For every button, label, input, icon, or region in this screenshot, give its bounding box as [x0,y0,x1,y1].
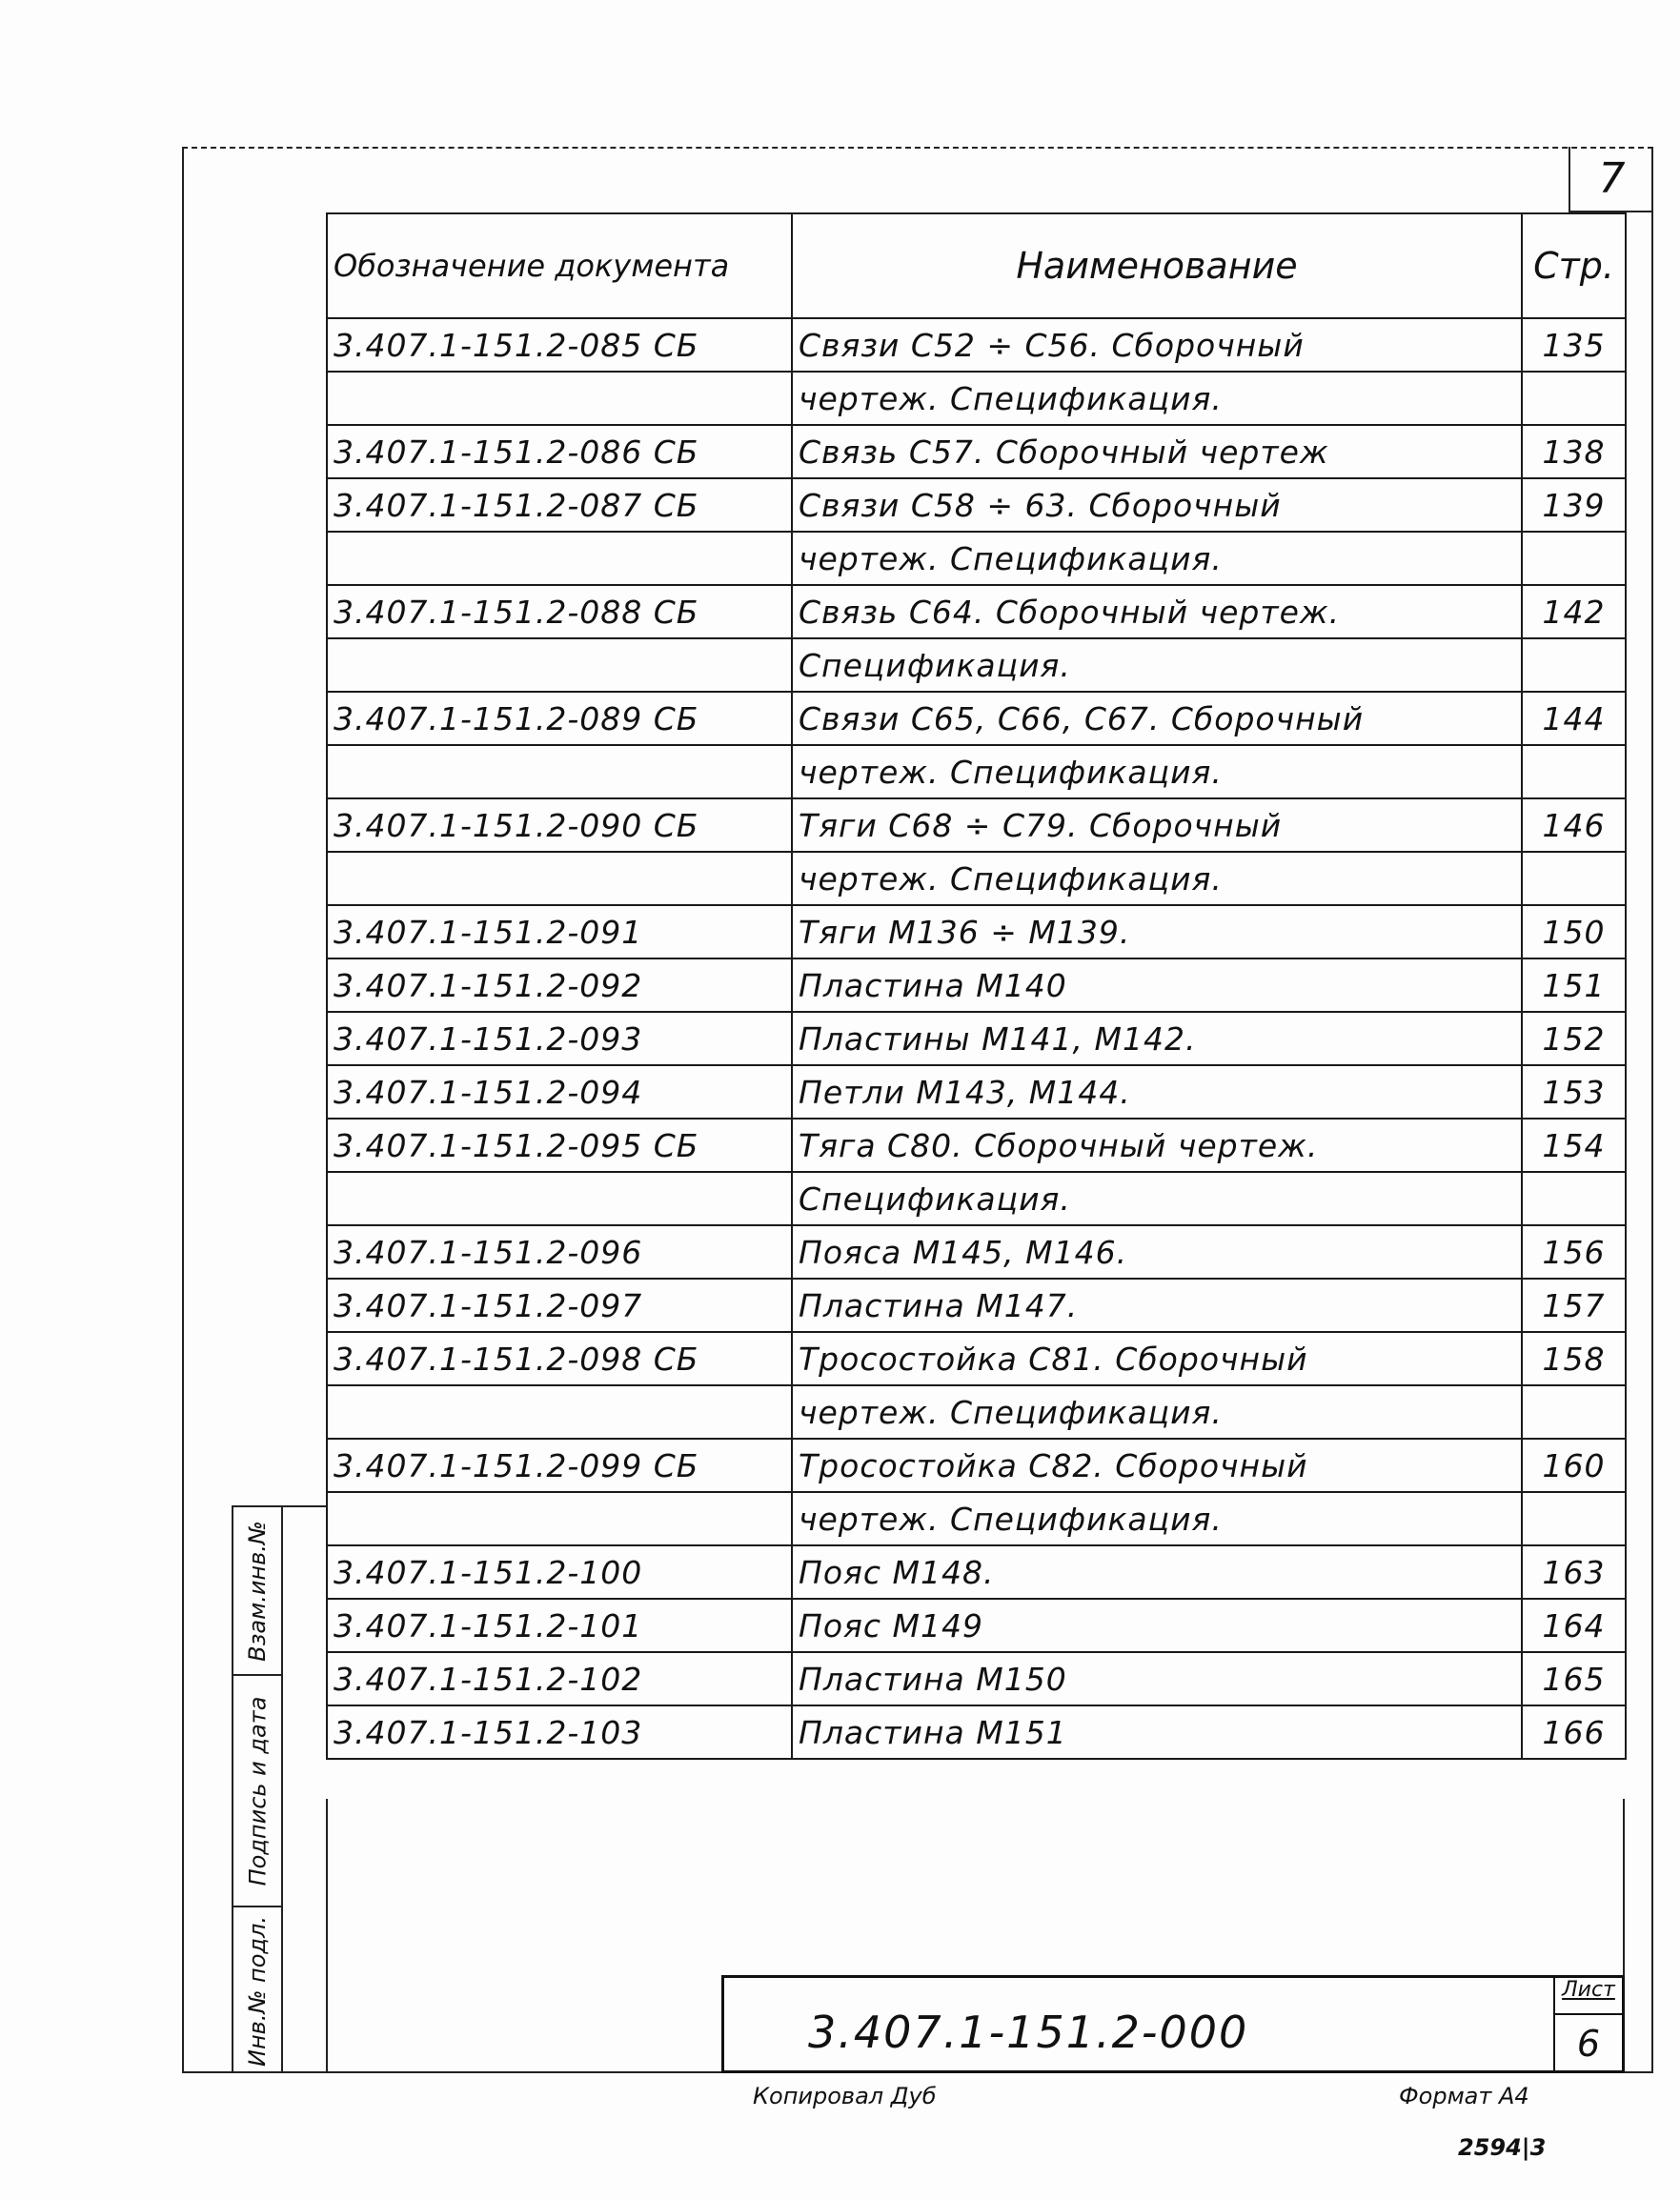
copied-by: Копировал Дуб [753,2083,937,2109]
doc-cell: 3.407.1-151.2-097 [327,1279,792,1332]
header-page: Стр. [1522,213,1626,318]
table-row [327,1492,1626,1545]
table-header [327,213,1626,318]
page-cell: 144 [1522,692,1626,745]
name-cell: Пояс М148. [792,1545,1522,1599]
doc-cell [327,1385,792,1439]
page-cell: 163 [1522,1545,1626,1599]
doc-cell: 3.407.1-151.2-092 [327,958,792,1012]
name-cell: Петли М143, М144. [792,1065,1522,1119]
name-cell: Тяга С80. Сборочный чертеж. [792,1119,1522,1172]
page-cell: 160 [1522,1439,1626,1492]
archive-number: 2594|3 [1458,2134,1547,2161]
doc-cell [327,1172,792,1225]
sheet-cell [1553,1978,1622,2070]
table-row [327,1705,1626,1759]
table-row [327,318,1626,372]
name-cell: Связь С57. Сборочный чертеж [792,425,1522,478]
name-cell: Тросостойка С82. Сборочный [792,1439,1522,1492]
header-doc: Обозначение документа [327,213,792,318]
stamp-signature-date: Подпись и дата [233,1676,281,1907]
doc-cell: 3.407.1-151.2-099 СБ [327,1439,792,1492]
name-cell: Пластина М151 [792,1705,1522,1759]
page-cell: 138 [1522,425,1626,478]
name-cell: Спецификация. [792,1172,1522,1225]
table-row [327,532,1626,585]
name-cell: чертеж. Спецификация. [792,852,1522,905]
format-label: Формат А4 [1399,2083,1529,2109]
table-row [327,1119,1626,1172]
sheet-number: 6 [1576,2023,1601,2065]
table-row [327,745,1626,798]
doc-cell: 3.407.1-151.2-090 СБ [327,798,792,852]
doc-cell [327,532,792,585]
doc-cell [327,372,792,425]
page-cell [1522,372,1626,425]
doc-cell: 3.407.1-151.2-103 [327,1705,792,1759]
table-row [327,638,1626,692]
contents-table [326,212,1627,1760]
name-cell: Связи С58 ÷ 63. Сборочный [792,478,1522,532]
doc-cell [327,852,792,905]
table-row [327,1065,1626,1119]
table-row [327,905,1626,958]
page-cell [1522,1492,1626,1545]
sheet-label: Лист [1555,1978,1622,2015]
page-cell [1522,1172,1626,1225]
table-row [327,585,1626,638]
doc-cell [327,1492,792,1545]
doc-cell: 3.407.1-151.2-102 [327,1652,792,1705]
doc-cell [327,745,792,798]
table-row [327,1332,1626,1385]
name-cell: Связи С52 ÷ С56. Сборочный [792,318,1522,372]
doc-cell: 3.407.1-151.2-093 [327,1012,792,1065]
doc-cell: 3.407.1-151.2-101 [327,1599,792,1652]
name-cell: Пластина М147. [792,1279,1522,1332]
page-cell: 166 [1522,1705,1626,1759]
doc-cell: 3.407.1-151.2-095 СБ [327,1119,792,1172]
doc-cell: 3.407.1-151.2-086 СБ [327,425,792,478]
page-cell: 153 [1522,1065,1626,1119]
title-block [721,1975,1625,2073]
page-cell: 151 [1522,958,1626,1012]
page-cell: 146 [1522,798,1626,852]
page-cell [1522,745,1626,798]
page-cell: 154 [1522,1119,1626,1172]
name-cell: Пояса М145, М146. [792,1225,1522,1279]
doc-cell: 3.407.1-151.2-094 [327,1065,792,1119]
name-cell: Спецификация. [792,638,1522,692]
page-cell [1522,638,1626,692]
page-cell: 139 [1522,478,1626,532]
name-cell: Пояс М149 [792,1599,1522,1652]
name-cell: Пластина М150 [792,1652,1522,1705]
doc-cell: 3.407.1-151.2-100 [327,1545,792,1599]
table-row [327,852,1626,905]
name-cell: Пластины М141, М142. [792,1012,1522,1065]
table-row [327,1385,1626,1439]
stamp-replace-inv: Взам.инв.№ [233,1507,281,1676]
name-cell: Связи С65, С66, С67. Сборочный [792,692,1522,745]
table-row [327,1279,1626,1332]
header-name: Наименование [792,213,1522,318]
table-row [327,372,1626,425]
table-row [327,478,1626,532]
table-row [327,425,1626,478]
doc-cell: 3.407.1-151.2-098 СБ [327,1332,792,1385]
page-cell: 158 [1522,1332,1626,1385]
table-row [327,1225,1626,1279]
page-cell [1522,852,1626,905]
table-row [327,1172,1626,1225]
name-cell: чертеж. Спецификация. [792,1385,1522,1439]
table-row [327,1012,1626,1065]
name-cell: Тросостойка С81. Сборочный [792,1332,1522,1385]
name-cell: чертеж. Спецификация. [792,532,1522,585]
table-row [327,798,1626,852]
doc-cell [327,638,792,692]
doc-cell: 3.407.1-151.2-085 СБ [327,318,792,372]
page-cell: 135 [1522,318,1626,372]
page-cell: 164 [1522,1599,1626,1652]
name-cell: Пластина М140 [792,958,1522,1012]
name-cell: чертеж. Спецификация. [792,1492,1522,1545]
table-row [327,1652,1626,1705]
name-cell: Тяги М136 ÷ М139. [792,905,1522,958]
page-cell: 142 [1522,585,1626,638]
name-cell: Тяги С68 ÷ С79. Сборочный [792,798,1522,852]
table-row [327,692,1626,745]
name-cell: чертеж. Спецификация. [792,372,1522,425]
top-sheet-number: 7 [1569,147,1653,212]
document-code: 3.407.1-151.2-000 [808,2007,1249,2058]
page-cell [1522,1385,1626,1439]
name-cell: чертеж. Спецификация. [792,745,1522,798]
page-cell: 157 [1522,1279,1626,1332]
name-cell: Связь С64. Сборочный чертеж. [792,585,1522,638]
page-cell: 150 [1522,905,1626,958]
doc-cell: 3.407.1-151.2-089 СБ [327,692,792,745]
table-row [327,1599,1626,1652]
table-row [327,1439,1626,1492]
table-row [327,1545,1626,1599]
page-cell: 152 [1522,1012,1626,1065]
stamp-inv-orig: Инв.№ подл. [244,1916,272,2067]
doc-cell: 3.407.1-151.2-088 СБ [327,585,792,638]
doc-cell: 3.407.1-151.2-087 СБ [327,478,792,532]
table-row [327,958,1626,1012]
side-stamp [232,1505,326,2073]
doc-cell: 3.407.1-151.2-091 [327,905,792,958]
doc-cell: 3.407.1-151.2-096 [327,1225,792,1279]
page-cell [1522,532,1626,585]
page-cell: 156 [1522,1225,1626,1279]
page-cell: 165 [1522,1652,1626,1705]
